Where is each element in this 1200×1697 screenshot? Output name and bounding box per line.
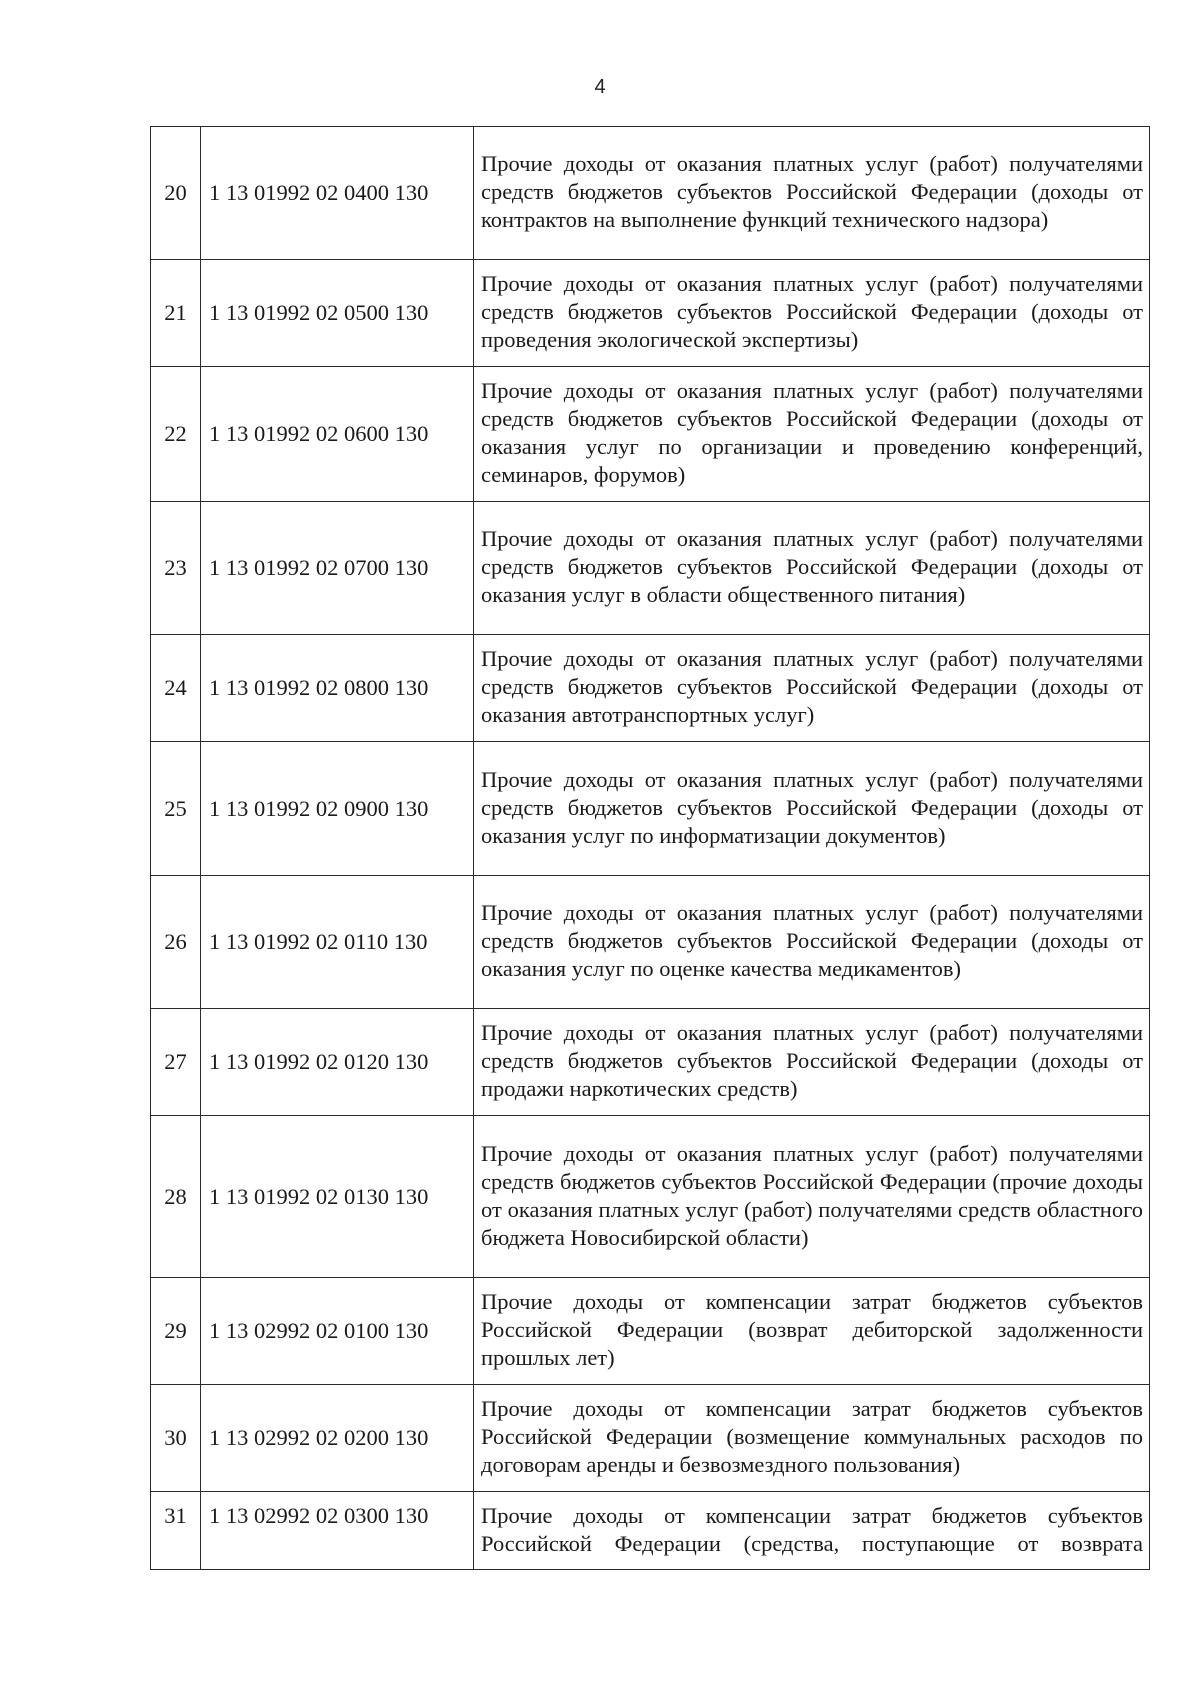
table-row — [151, 1492, 1150, 1570]
row-number: 28 — [151, 1116, 201, 1278]
row-number: 24 — [151, 635, 201, 742]
income-description: Прочие доходы от оказания платных услуг (работ) получателями средств бюджетов субъектов Российской Федерации (прочие доходы от оказания платных услуг (работ) получателями средств областного бюджета Новосибирской области) — [474, 1116, 1150, 1278]
table-row — [151, 1385, 1150, 1492]
row-number: 23 — [151, 502, 201, 635]
row-number: 22 — [151, 367, 201, 502]
income-description: Прочие доходы от оказания платных услуг (работ) получателями средств бюджетов субъектов Российской Федерации (доходы от оказания услуг по организации и проведению конференций, семинаров, форумов) — [474, 367, 1150, 502]
income-code: 1 13 01992 02 0900 130 — [201, 742, 474, 876]
income-description: Прочие доходы от оказания платных услуг (работ) получателями средств бюджетов субъектов Российской Федерации (доходы от оказания услуг по информатизации документов) — [474, 742, 1150, 876]
row-number: 29 — [151, 1278, 201, 1385]
row-number: 27 — [151, 1009, 201, 1116]
income-description: Прочие доходы от оказания платных услуг (работ) получателями средств бюджетов субъектов Российской Федерации (доходы от оказания услуг в области общественного питания) — [474, 502, 1150, 635]
table-row — [151, 1116, 1150, 1278]
income-code: 1 13 01992 02 0120 130 — [201, 1009, 474, 1116]
row-number: 20 — [151, 127, 201, 260]
row-number: 30 — [151, 1385, 201, 1492]
income-code: 1 13 01992 02 0110 130 — [201, 876, 474, 1009]
row-number: 26 — [151, 876, 201, 1009]
income-code: 1 13 01992 02 0500 130 — [201, 260, 474, 367]
income-description: Прочие доходы от оказания платных услуг (работ) получателями средств бюджетов субъектов Российской Федерации (доходы от оказания автотранспортных услуг) — [474, 635, 1150, 742]
income-code: 1 13 02992 02 0100 130 — [201, 1278, 474, 1385]
table-row — [151, 1009, 1150, 1116]
income-code: 1 13 02992 02 0200 130 — [201, 1385, 474, 1492]
income-code: 1 13 01992 02 0400 130 — [201, 127, 474, 260]
income-description: Прочие доходы от компенсации затрат бюджетов субъектов Российской Федерации (возврат дебиторской задолженности прошлых лет) — [474, 1278, 1150, 1385]
table-row — [151, 502, 1150, 635]
table-row — [151, 635, 1150, 742]
budget-code-table — [150, 126, 1150, 1570]
row-number: 31 — [151, 1492, 201, 1570]
row-number: 25 — [151, 742, 201, 876]
table-row — [151, 127, 1150, 260]
income-description: Прочие доходы от оказания платных услуг (работ) получателями средств бюджетов субъектов Российской Федерации (доходы от продажи наркотических средств) — [474, 1009, 1150, 1116]
income-description: Прочие доходы от оказания платных услуг (работ) получателями средств бюджетов субъектов Российской Федерации (доходы от проведения экологической экспертизы) — [474, 260, 1150, 367]
income-description: Прочие доходы от компенсации затрат бюджетов субъектов Российской Федерации (возмещение коммунальных расходов по договорам аренды и безвозмездного пользования) — [474, 1385, 1150, 1492]
table-row — [151, 876, 1150, 1009]
income-code: 1 13 02992 02 0300 130 — [201, 1492, 474, 1570]
table-body — [151, 127, 1150, 1570]
table-row — [151, 367, 1150, 502]
income-description: Прочие доходы от компенсации затрат бюджетов субъектов Российской Федерации (средства, поступающие от возврата — [474, 1492, 1150, 1570]
table-row — [151, 1278, 1150, 1385]
row-number: 21 — [151, 260, 201, 367]
income-code: 1 13 01992 02 0600 130 — [201, 367, 474, 502]
table-row — [151, 742, 1150, 876]
income-description: Прочие доходы от оказания платных услуг (работ) получателями средств бюджетов субъектов Российской Федерации (доходы от оказания услуг по оценке качества медикаментов) — [474, 876, 1150, 1009]
income-code: 1 13 01992 02 0130 130 — [201, 1116, 474, 1278]
table-row — [151, 260, 1150, 367]
page-number: 4 — [594, 76, 606, 98]
income-code: 1 13 01992 02 0800 130 — [201, 635, 474, 742]
income-code: 1 13 01992 02 0700 130 — [201, 502, 474, 635]
income-description: Прочие доходы от оказания платных услуг (работ) получателями средств бюджетов субъектов Российской Федерации (доходы от контрактов на выполнение функций технического надзора) — [474, 127, 1150, 260]
